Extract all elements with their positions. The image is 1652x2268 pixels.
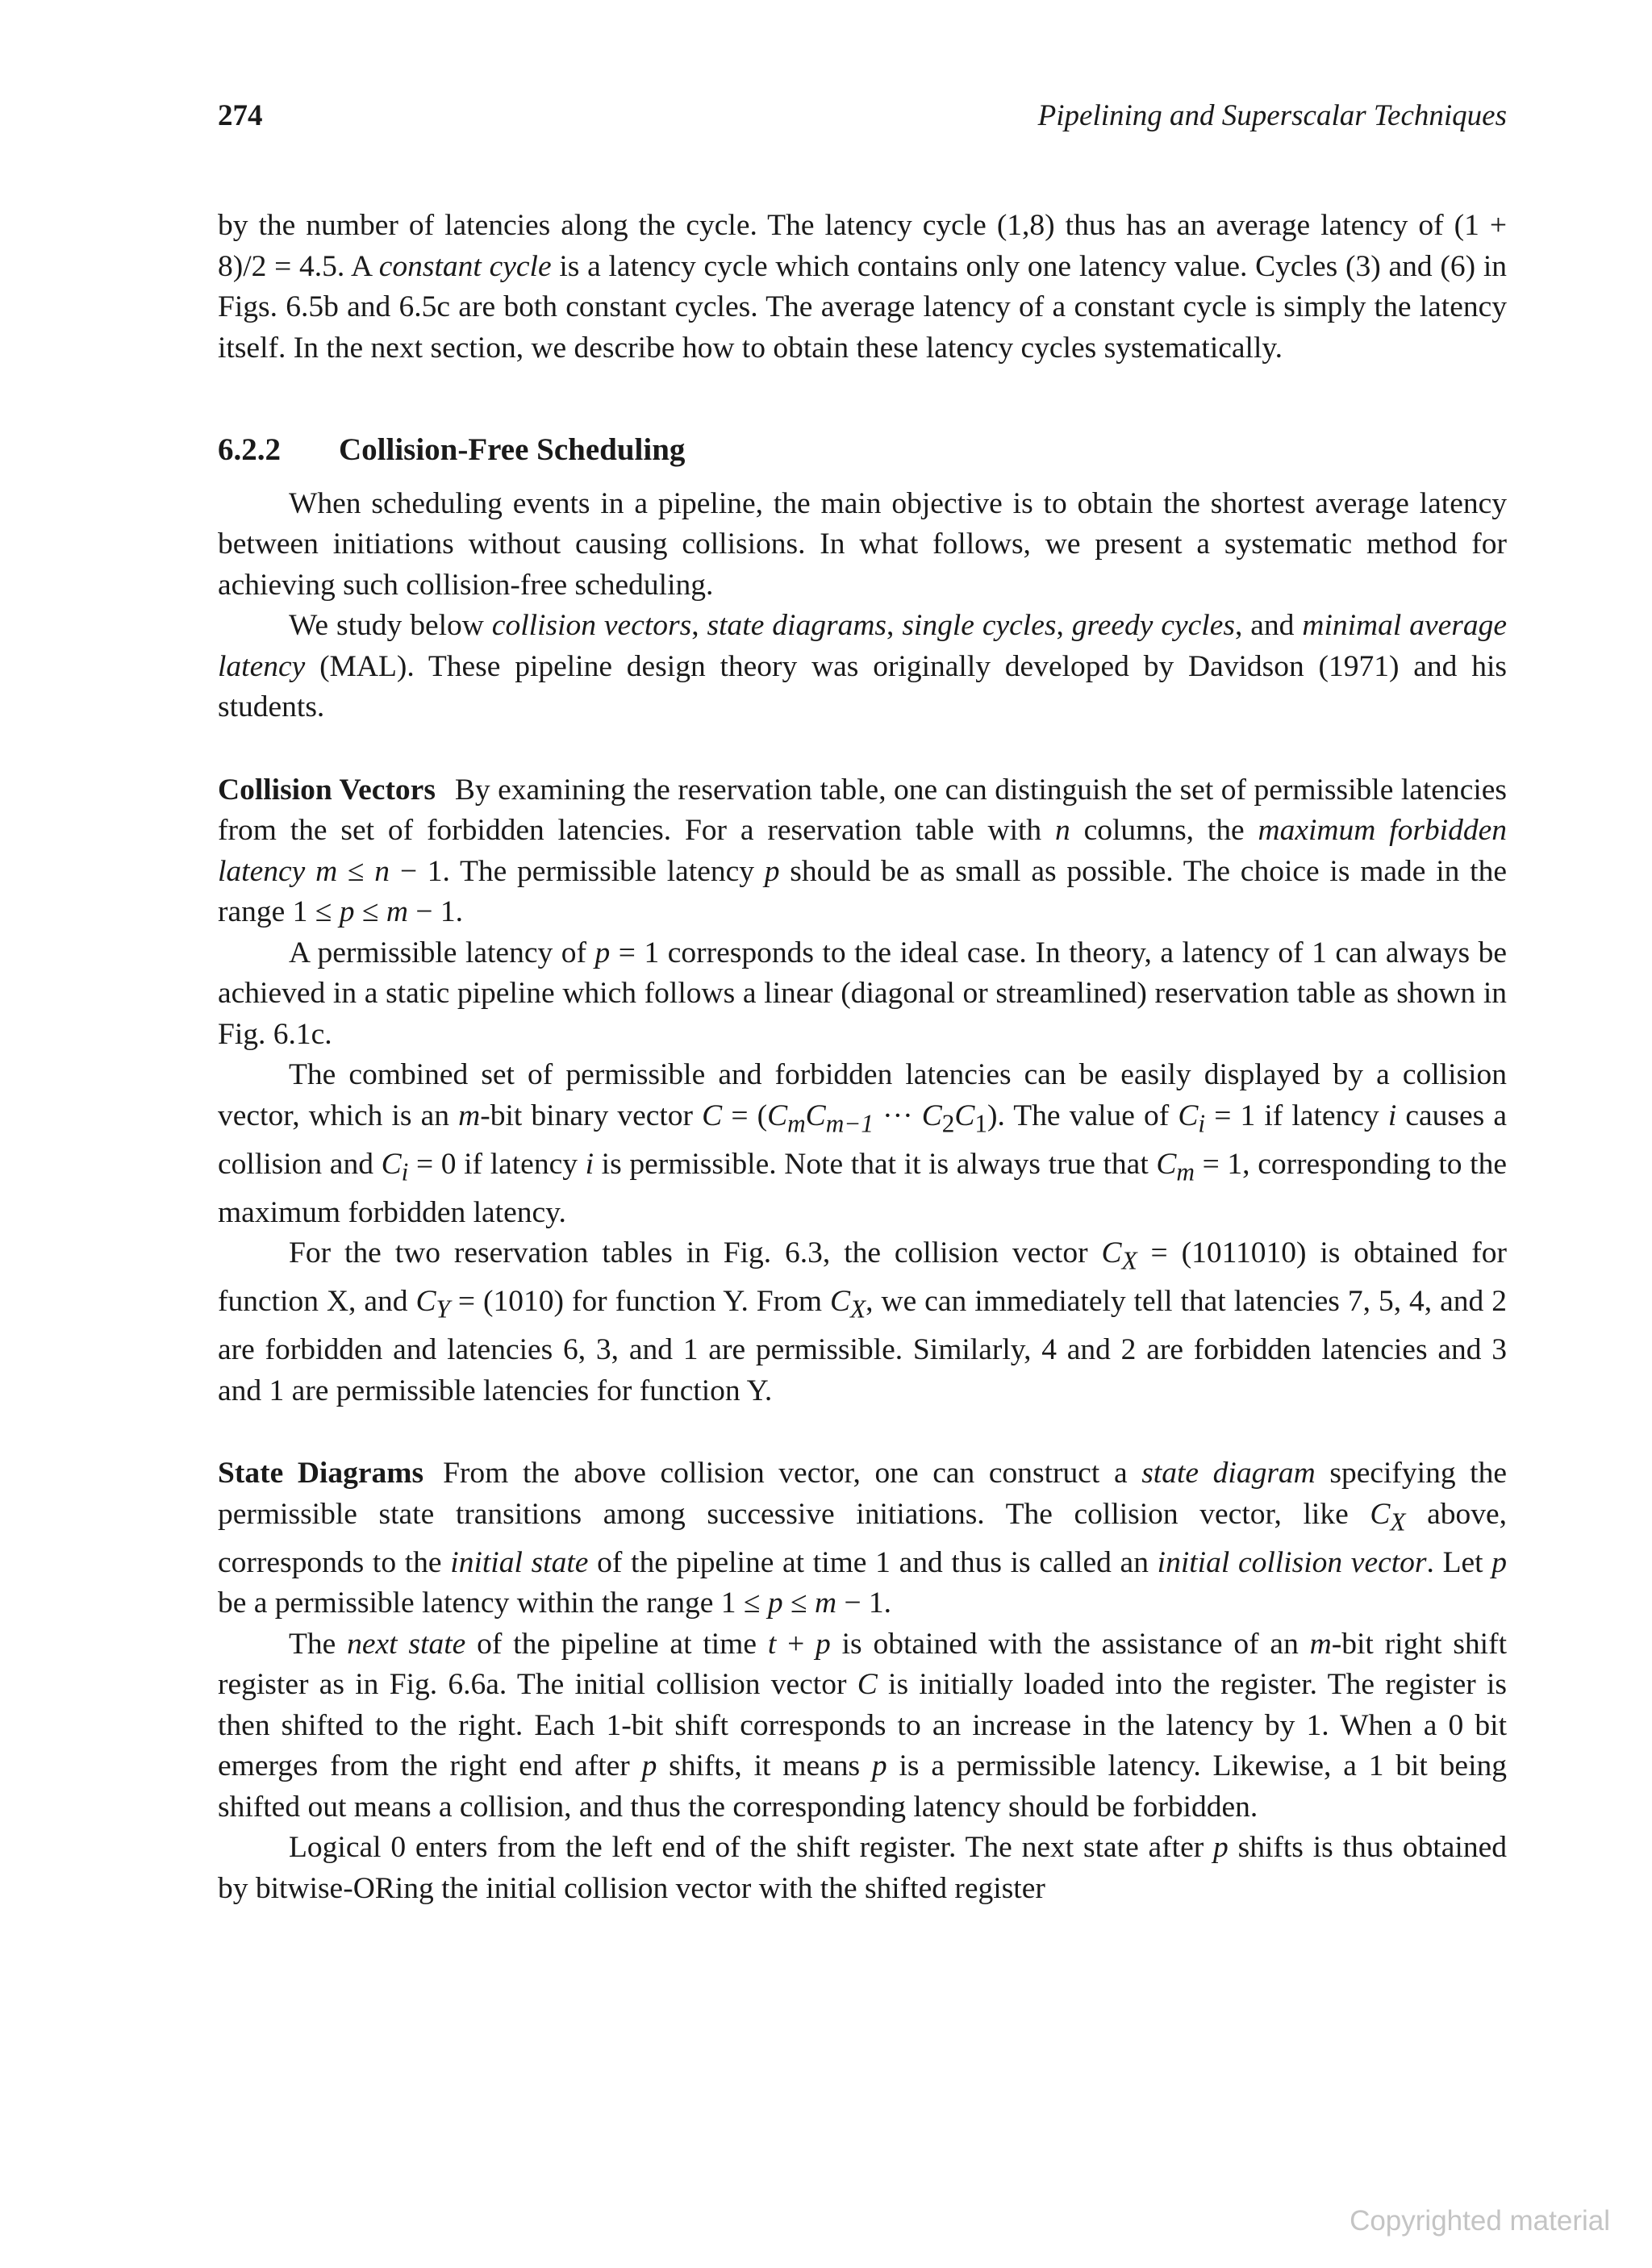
state-diagrams-paragraph-3: Logical 0 enters from the left end of the shift register. The next state after p shifts is thus obtained by bitwise-ORing the initial collision vector with the shifted register (218, 1831, 1507, 1905)
page-number: 274 (218, 99, 263, 132)
running-head: Pipelining and Superscalar Techniques (1037, 99, 1507, 132)
section-title: Collision-Free Scheduling (339, 432, 686, 467)
copyright-watermark: Copyrighted material (1350, 2205, 1610, 2237)
section-paragraph-2: We study below collision vectors, state diagrams, single cycles, greedy cycles, and minimal average latency (MAL). These pipeline design theory was originally developed by Davidson (1971) and his students. (218, 609, 1508, 723)
collision-vectors-paragraph-1: Collision Vectors By examining the reservation table, one can distinguish the set of permissible latencies from the set of forbidden latencies. For a reservation table with n columns, the maximum forbidden latency m ≤ n − 1. The permissible latency p should be as small as possible. The choice is made in the range 1 ≤ p ≤ m − 1. (218, 773, 1507, 928)
state-diagrams-paragraph-2: The next state of the pipeline at time t + p is obtained with the assistance of an m-bit right shift register as in Fig. 6.6a. The initial collision vector C is initially loaded into the register. The register is then shifted to the right. Each 1-bit shift corresponds to an increase in the latency by 1. When a 0 bit emerges from the right end after p shifts, it means p is a permissible latency. Likewise, a 1 bit being shifted out means a collision, and thus the corresponding latency should be forbidden. (218, 1627, 1507, 1824)
section-heading (218, 430, 1507, 471)
section-paragraph-1: When scheduling events in a pipeline, the main objective is to obtain the shortest average latency between initiations without causing collisions. In what follows, we present a systematic method for achieving such collision-free scheduling. (218, 486, 1507, 602)
collision-vectors-paragraph-3: The combined set of permissible and forbidden latencies can be easily displayed by a collision vector, which is an m-bit binary vector $C = (C_mC_{m-1}$ ··· $C_2C_1$). The value of $C_i = 1$ if latency i causes a collision and $C_i = 0$ if latency i is permissible. Note that it is always true that $C_m = 1$, corresponding to the maximum forbidden latency. (218, 1058, 1507, 1229)
page-body (218, 206, 1507, 1909)
intro-paragraph: by the number of latencies along the cycle. The latency cycle (1,8) thus has an average latency of (1 + 8)/2 = 4.5. A constant cycle is a latency cycle which contains only one latency value. Cycles (3) and (6) in Figs. 6.5b and 6.5c are both constant cycles. The average latency of a constant cycle is simply the latency itself. In the next section, we describe how to obtain these latency cycles systematically. (218, 209, 1508, 365)
section-number: 6.2.2 (218, 432, 281, 467)
state-diagrams-paragraph-1: State Diagrams From the above collision vector, one can construct a state diagram specifying the permissible state transitions among successive initiations. The collision vector, like $C_X$ above, corresponds to the initial state of the pipeline at time 1 and thus is called an initial collision vector. Let p be a permissible latency within the range 1 ≤ p ≤ m − 1. (218, 1457, 1508, 1620)
collision-vectors-paragraph-2: A permissible latency of p = 1 corresponds to the ideal case. In theory, a latency of 1 can always be achieved in a static pipeline which follows a linear (diagonal or streamlined) reservation table as shown in Fig. 6.1c. (218, 936, 1507, 1051)
page-header (218, 98, 1507, 139)
collision-vectors-paragraph-4: For the two reservation tables in Fig. 6.3, the collision vector $C_X = (1011010)$ is obtained for function X, and $C_Y = (1010)$ for function Y. From $C_X$, we can immediately tell that latencies 7, 5, 4, and 2 are forbidden and latencies 6, 3, and 1 are permissible. Similarly, 4 and 2 are forbidden latencies and 3 and 1 are permissible latencies for function Y. (218, 1236, 1508, 1407)
state-diagrams-heading: State Diagrams (218, 1457, 424, 1490)
collision-vectors-heading: Collision Vectors (218, 773, 436, 807)
